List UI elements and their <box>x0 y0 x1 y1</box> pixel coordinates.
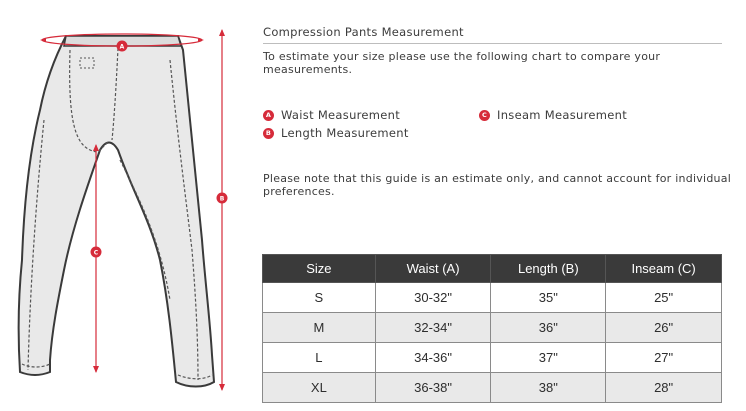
legend-length <box>263 126 409 140</box>
cell-inseam: 25" <box>606 283 722 313</box>
badge-b-icon: B <box>263 128 274 139</box>
disclaimer-note: Please note that this guide is an estimate only, and cannot account for individual preferences. <box>263 172 732 198</box>
table-row <box>263 343 722 373</box>
cell-waist: 30-32" <box>375 283 491 313</box>
compression-pants-illustration <box>0 0 250 411</box>
cell-waist: 32-34" <box>375 313 491 343</box>
cell-length: 35" <box>491 283 606 313</box>
badge-a-text: A <box>119 43 125 51</box>
cell-size: M <box>263 313 376 343</box>
length-arrow-bottom <box>219 384 225 391</box>
table-header-row <box>263 255 722 283</box>
header-waist: Waist (A) <box>375 255 491 283</box>
length-arrow-top <box>219 29 225 36</box>
badge-a-icon: A <box>263 110 274 121</box>
cell-inseam: 28" <box>606 373 722 403</box>
page-title: Compression Pants Measurement <box>263 25 464 39</box>
title-divider <box>263 43 722 44</box>
cell-length: 37" <box>491 343 606 373</box>
cell-size: XL <box>263 373 376 403</box>
header-size: Size <box>263 255 376 283</box>
legend-inseam <box>479 108 627 122</box>
badge-b-text: B <box>219 195 225 203</box>
cell-size: L <box>263 343 376 373</box>
cell-inseam: 27" <box>606 343 722 373</box>
legend-waist-label: Waist Measurement <box>281 108 401 122</box>
cell-length: 36" <box>491 313 606 343</box>
header-length: Length (B) <box>491 255 606 283</box>
legend-length-label: Length Measurement <box>281 126 409 140</box>
legend-inseam-label: Inseam Measurement <box>497 108 628 122</box>
inseam-arrow-bottom <box>93 366 99 373</box>
cell-waist: 36-38" <box>375 373 491 403</box>
cell-length: 38" <box>491 373 606 403</box>
legend-waist <box>263 108 400 122</box>
size-chart-table <box>262 254 722 403</box>
cell-waist: 34-36" <box>375 343 491 373</box>
table-row <box>263 313 722 343</box>
cell-inseam: 26" <box>606 313 722 343</box>
cell-size: S <box>263 283 376 313</box>
table-row <box>263 283 722 313</box>
header-inseam: Inseam (C) <box>606 255 722 283</box>
intro-text: To estimate your size please use the following chart to compare your measurements. <box>263 50 661 76</box>
badge-c-icon: C <box>479 110 490 121</box>
table-row <box>263 373 722 403</box>
badge-c-text: C <box>93 249 99 257</box>
